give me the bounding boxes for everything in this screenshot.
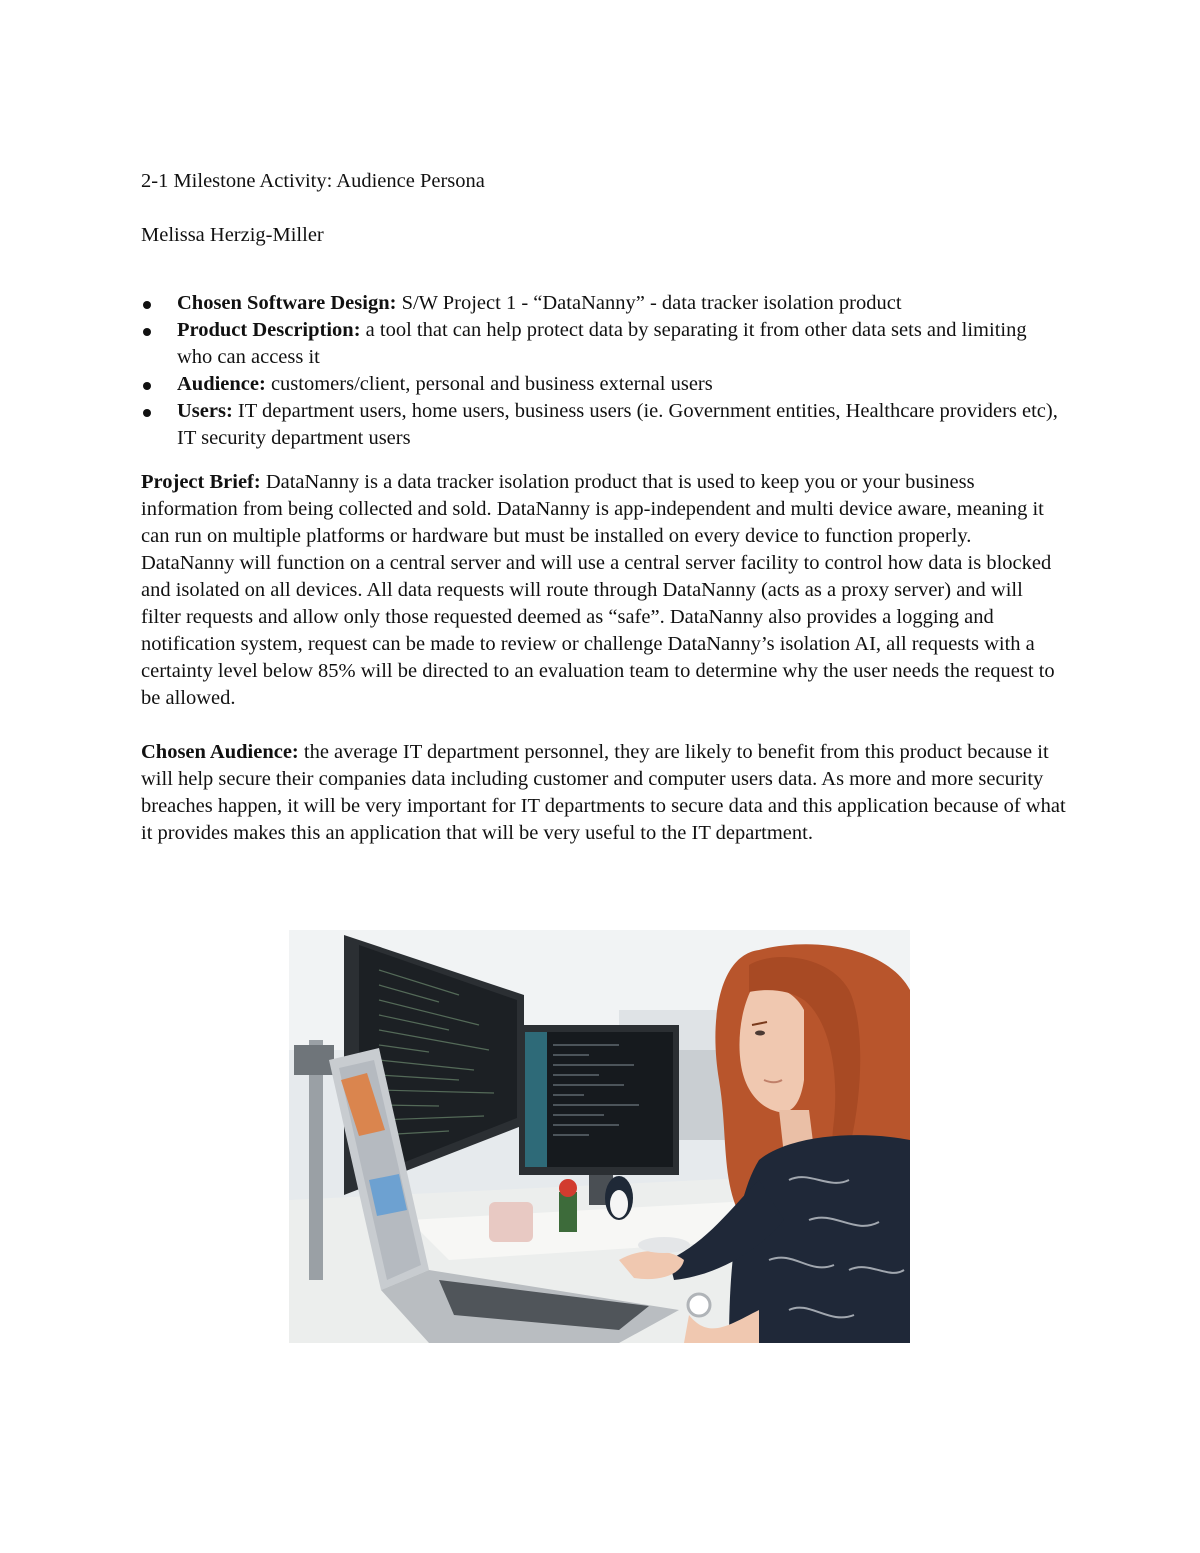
bullet-dot-icon: [143, 328, 151, 336]
list-item: [141, 317, 1066, 371]
bullet-text: S/W Project 1 - “DataNanny” - data tracker isolation product: [401, 292, 902, 314]
bullet-label: Chosen Software Design:: [177, 292, 397, 314]
project-brief-paragraph: [141, 469, 1066, 712]
bullet-text: IT department users, home users, business users (ie. Government entities, Healthcare providers etc), IT security department users: [177, 400, 1058, 449]
author-name: Melissa Herzig-Miller: [141, 224, 324, 246]
summary-bullet-list: [141, 290, 1066, 452]
bullet-text: a tool that can help protect data by separating it from other data sets and limiting who can access it: [177, 319, 1027, 368]
list-item: [141, 398, 1066, 452]
list-item: [141, 290, 1066, 317]
persona-photo: [289, 930, 910, 1343]
bullet-label: Product Description:: [177, 319, 361, 341]
document-title: 2-1 Milestone Activity: Audience Persona: [141, 170, 485, 192]
bullet-label: Audience:: [177, 373, 266, 395]
project-brief-text: DataNanny is a data tracker isolation product that is used to keep you or your business information from being collected and sold. DataNanny is app-independent and multi device aware, meaning it can run on multiple platforms or hardware but must be installed on every device to function properly. DataNanny will function on a central server and will use a central server facility to control how data is blocked and isolated on all devices. All data requests will route through DataNanny (acts as a proxy server) and will filter requests and allow only those requested deemed as “safe”. DataNanny also provides a logging and notification system, request can be made to review or challenge DataNanny’s isolation AI, all requests with a certainty level below 85% will be directed to an evaluation team to determine why the user needs the request to be allowed.: [141, 471, 1055, 709]
bullet-dot-icon: [143, 382, 151, 390]
chosen-audience-text: the average IT department personnel, they are likely to benefit from this product because it will help secure their companies data including customer and computer users data. As more and more security breaches happen, it will be very important for IT departments to secure data and this application because of what it provides makes this an application that will be very useful to the IT department.: [141, 741, 1066, 844]
document-body: [141, 168, 1066, 847]
chosen-audience-paragraph: [141, 739, 1066, 847]
list-item: [141, 371, 1066, 398]
bullet-dot-icon: [143, 301, 151, 309]
project-brief-label: Project Brief:: [141, 471, 261, 493]
bullet-dot-icon: [143, 409, 151, 417]
bullet-text: customers/client, personal and business external users: [270, 373, 713, 395]
bullet-label: Users:: [177, 400, 233, 422]
chosen-audience-label: Chosen Audience:: [141, 741, 299, 763]
persona-photo-illustration: [289, 930, 910, 1343]
